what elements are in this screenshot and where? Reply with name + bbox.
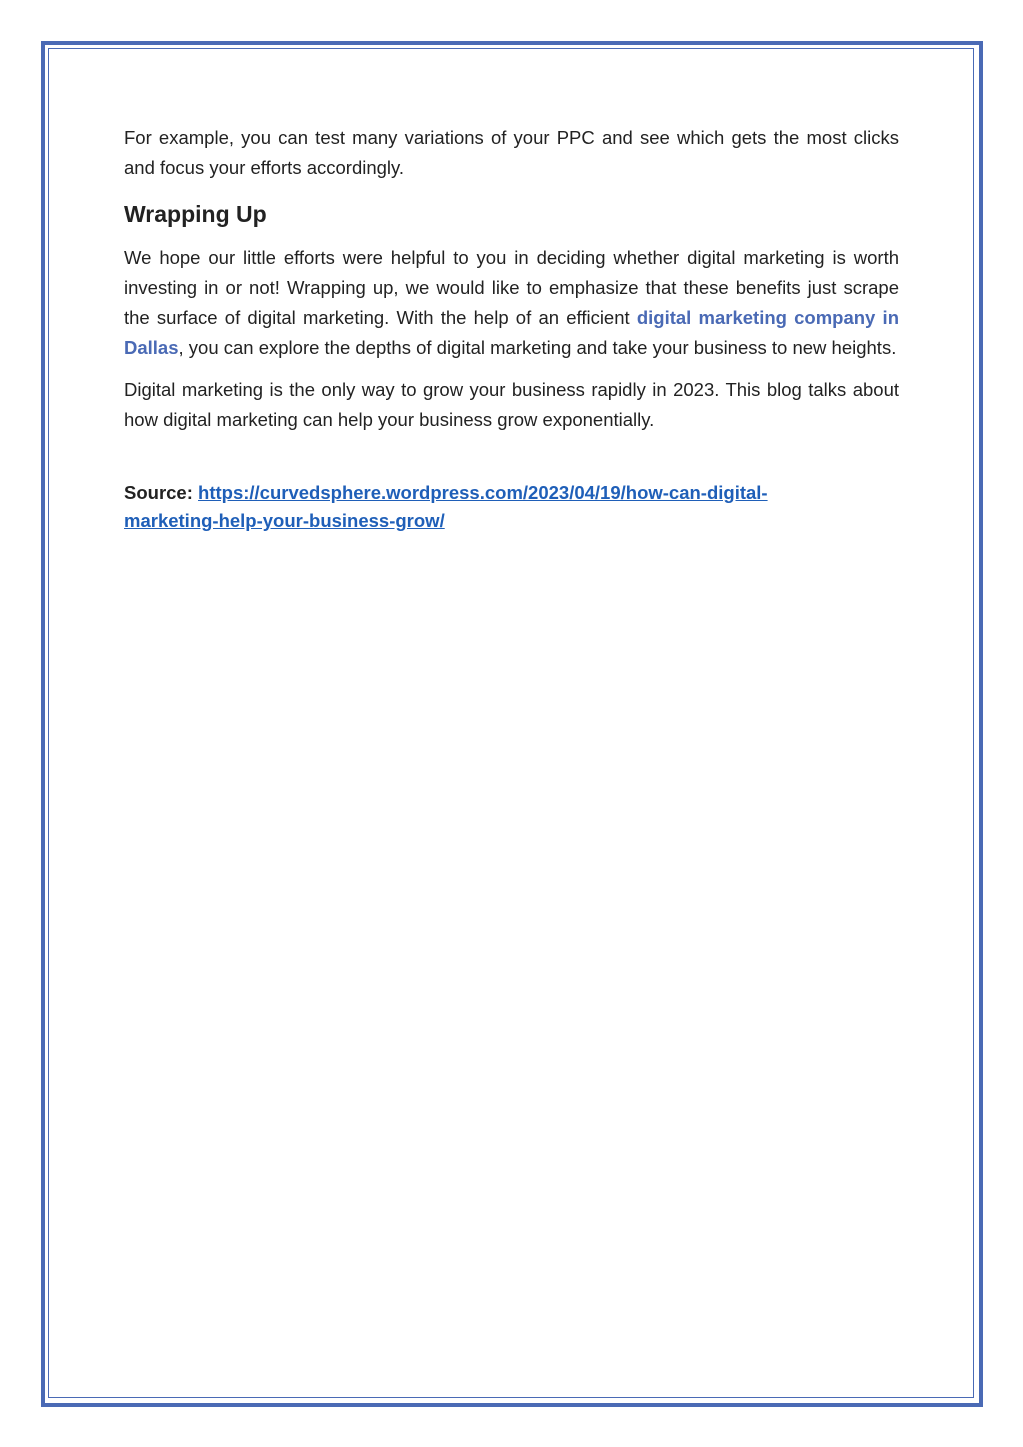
wrap-up-text-after: , you can explore the depths of digital marketing and take your business to new heights. [178, 337, 897, 358]
source-block [124, 479, 899, 535]
source-url-line1: https://curvedsphere.wordpress.com/2023/04/19/how-can-digital- [198, 482, 768, 503]
source-url-link[interactable] [124, 482, 768, 531]
source-label: Source: [124, 482, 193, 503]
wrap-up-text-before: We hope our little efforts were helpful to you in deciding whether digital marketing is worth investing in or not! Wrapping up, we would like to emphasize that these benefits just scrape the surface of digital marketing. With the help of an efficient [124, 247, 899, 328]
document-content [124, 123, 899, 535]
digital-marketing-company-link[interactable]: digital marketing company in Dallas [124, 307, 899, 358]
source-url-line2: marketing-help-your-business-grow/ [124, 510, 445, 531]
intro-paragraph: For example, you can test many variations of your PPC and see which gets the most clicks and focus your efforts accordingly. [124, 127, 899, 178]
section-heading: Wrapping Up [124, 201, 267, 227]
wrap-up-paragraph [124, 243, 899, 363]
closing-paragraph: Digital marketing is the only way to grow your business rapidly in 2023. This blog talks about how digital marketing can help your business grow exponentially. [124, 379, 899, 430]
